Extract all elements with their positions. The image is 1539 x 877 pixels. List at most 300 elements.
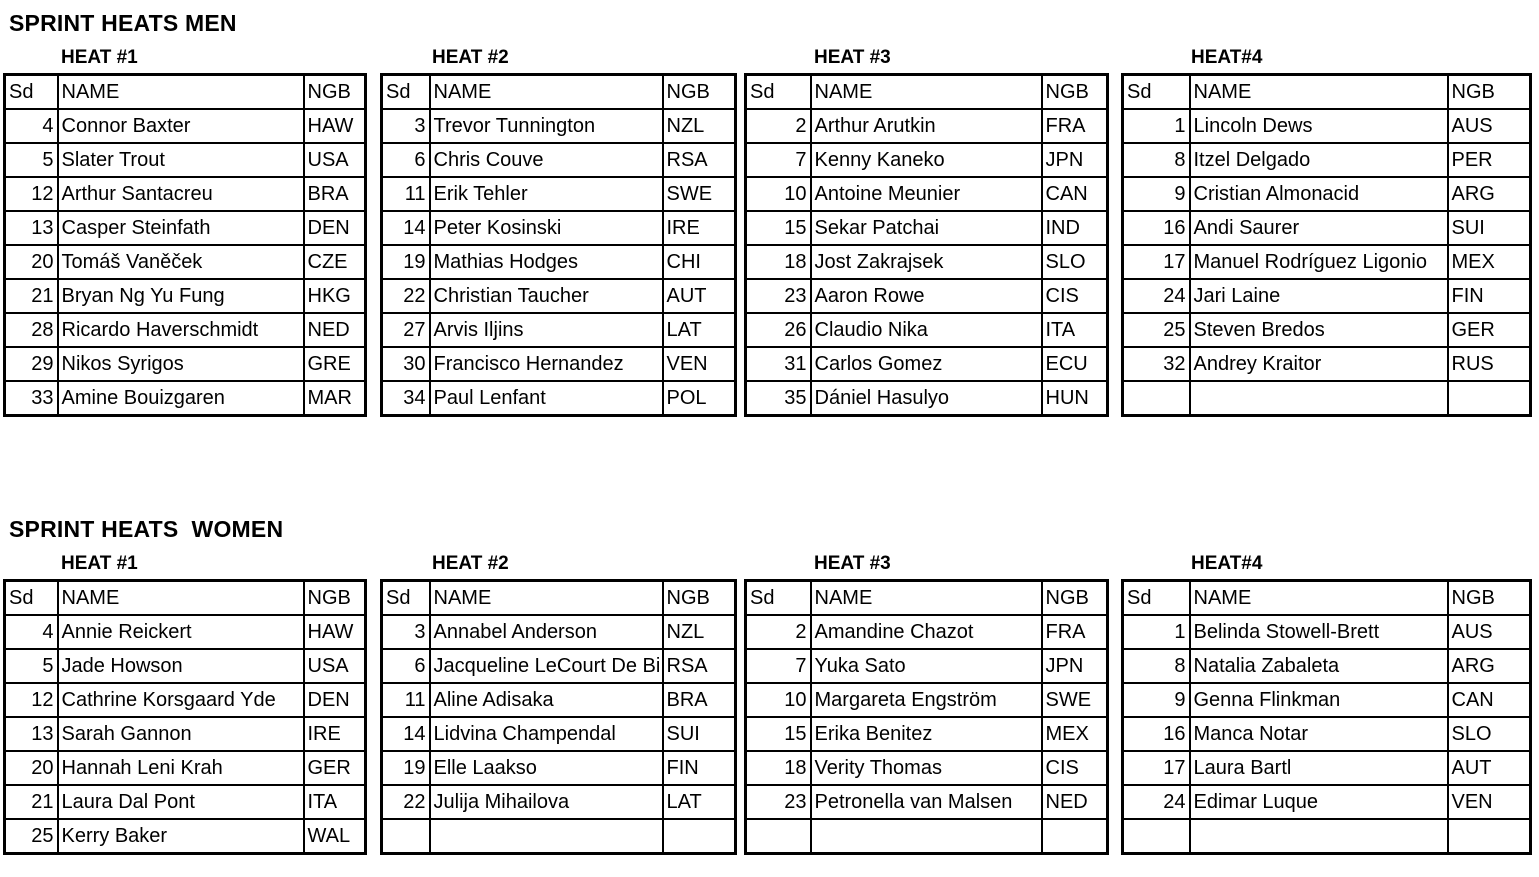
men-heat-4 [1121,47,1532,417]
header-sd: Sd [1123,581,1190,616]
name-cell: Annabel Anderson [430,615,663,649]
header-sd: Sd [746,581,811,616]
header-ngb: NGB [1042,75,1108,110]
seed-cell: 19 [382,245,430,279]
name-cell: Itzel Delgado [1190,143,1448,177]
seed-cell: 4 [5,615,58,649]
ngb-cell: NZL [663,615,736,649]
seed-cell: 10 [746,177,811,211]
seed-cell: 27 [382,313,430,347]
ngb-cell: MEX [1042,717,1108,751]
name-cell: Aline Adisaka [430,683,663,717]
men-heat-2 [380,47,737,417]
table-row [5,751,366,785]
name-cell: Amine Bouizgaren [58,381,304,416]
ngb-cell: ITA [304,785,366,819]
name-cell: Aaron Rowe [811,279,1042,313]
table-row [746,649,1108,683]
ngb-cell: FIN [663,751,736,785]
seed-cell: 1 [1123,615,1190,649]
seed-cell: 5 [5,143,58,177]
ngb-cell: AUS [1448,109,1531,143]
name-cell: Nikos Syrigos [58,347,304,381]
ngb-cell: BRA [663,683,736,717]
name-cell [430,819,663,854]
name-cell: Manuel Rodríguez Ligonio [1190,245,1448,279]
seed-cell: 15 [746,717,811,751]
seed-cell: 17 [1123,245,1190,279]
heat-title: HEAT #3 [814,47,891,68]
table-row [746,143,1108,177]
header-ngb: NGB [1042,581,1108,616]
name-cell: Antoine Meunier [811,177,1042,211]
ngb-cell: AUS [1448,615,1531,649]
name-cell: Arthur Arutkin [811,109,1042,143]
ngb-cell: HAW [304,615,366,649]
name-cell: Andrey Kraitor [1190,347,1448,381]
seed-cell: 19 [382,751,430,785]
table-row [1123,381,1531,416]
women-heat-4 [1121,553,1532,855]
name-cell: Kenny Kaneko [811,143,1042,177]
name-cell: Arthur Santacreu [58,177,304,211]
table-row [1123,143,1531,177]
table-row [5,211,366,245]
seed-cell: 23 [746,279,811,313]
men-heat-1 [3,47,367,417]
name-cell: Genna Flinkman [1190,683,1448,717]
name-cell: Yuka Sato [811,649,1042,683]
ngb-cell: DEN [304,211,366,245]
name-cell [811,819,1042,854]
ngb-cell: LAT [663,785,736,819]
seed-cell: 10 [746,683,811,717]
header-name: NAME [811,581,1042,616]
table-row [1123,177,1531,211]
ngb-cell: SUI [663,717,736,751]
header-sd: Sd [382,581,430,616]
seed-cell: 9 [1123,683,1190,717]
name-cell: Andi Saurer [1190,211,1448,245]
table-row [382,751,736,785]
seed-cell: 14 [382,717,430,751]
name-cell: Margareta Engström [811,683,1042,717]
header-ngb: NGB [1448,75,1531,110]
table-row [746,177,1108,211]
heat-table [380,579,737,855]
ngb-cell: CZE [304,245,366,279]
heat-title: HEAT #1 [61,553,138,574]
header-name: NAME [811,75,1042,110]
table-row [5,245,366,279]
name-cell: Amandine Chazot [811,615,1042,649]
table-row [1123,819,1531,854]
name-cell: Verity Thomas [811,751,1042,785]
ngb-cell: LAT [663,313,736,347]
name-cell: Trevor Tunnington [430,109,663,143]
heat-table [1121,579,1532,855]
seed-cell: 24 [1123,279,1190,313]
header-name: NAME [430,581,663,616]
seed-cell: 13 [5,211,58,245]
seed-cell: 3 [382,109,430,143]
table-row [1123,717,1531,751]
seed-cell: 13 [5,717,58,751]
name-cell: Cristian Almonacid [1190,177,1448,211]
seed-cell: 24 [1123,785,1190,819]
header-sd: Sd [1123,75,1190,110]
table-row [382,649,736,683]
name-cell: Slater Trout [58,143,304,177]
table-row [1123,751,1531,785]
men-section-title: SPRINT HEATS MEN [9,10,237,36]
ngb-cell: MEX [1448,245,1531,279]
heat-table [744,73,1109,417]
name-cell: Christian Taucher [430,279,663,313]
ngb-cell: VEN [1448,785,1531,819]
ngb-cell: FRA [1042,615,1108,649]
heat-title: HEAT #1 [61,47,138,68]
seed-cell: 25 [5,819,58,854]
table-header-row [382,75,736,110]
table-row [1123,785,1531,819]
name-cell: Sarah Gannon [58,717,304,751]
table-row [1123,245,1531,279]
seed-cell [1123,381,1190,416]
ngb-cell [1042,819,1108,854]
table-row [382,109,736,143]
table-row [5,381,366,416]
name-cell: Peter Kosinski [430,211,663,245]
seed-cell: 8 [1123,649,1190,683]
ngb-cell: PER [1448,143,1531,177]
seed-cell: 25 [1123,313,1190,347]
table-row [746,109,1108,143]
table-row [746,717,1108,751]
seed-cell: 32 [1123,347,1190,381]
header-ngb: NGB [663,75,736,110]
seed-cell: 7 [746,143,811,177]
name-cell: Julija Mihailova [430,785,663,819]
seed-cell: 15 [746,211,811,245]
table-row [746,347,1108,381]
name-cell: Erik Tehler [430,177,663,211]
women-heat-3 [744,553,1109,855]
heat-title: HEAT#4 [1191,553,1263,574]
ngb-cell: NED [1042,785,1108,819]
header-name: NAME [58,75,304,110]
table-row [5,279,366,313]
seed-cell: 6 [382,143,430,177]
ngb-cell: IND [1042,211,1108,245]
seed-cell: 16 [1123,717,1190,751]
seed-cell: 8 [1123,143,1190,177]
ngb-cell: DEN [304,683,366,717]
table-row [382,143,736,177]
heat-table [744,579,1109,855]
ngb-cell: CAN [1448,683,1531,717]
table-row [746,313,1108,347]
ngb-cell: ARG [1448,649,1531,683]
table-row [5,615,366,649]
ngb-cell: CHI [663,245,736,279]
name-cell: Jost Zakrajsek [811,245,1042,279]
seed-cell: 2 [746,109,811,143]
header-ngb: NGB [304,581,366,616]
ngb-cell: RSA [663,649,736,683]
ngb-cell: VEN [663,347,736,381]
table-row [382,279,736,313]
name-cell: Manca Notar [1190,717,1448,751]
name-cell: Edimar Luque [1190,785,1448,819]
name-cell: Elle Laakso [430,751,663,785]
name-cell: Jade Howson [58,649,304,683]
heat-title: HEAT #2 [432,47,509,68]
table-row [746,381,1108,416]
table-row [382,211,736,245]
name-cell: Mathias Hodges [430,245,663,279]
name-cell: Hannah Leni Krah [58,751,304,785]
table-row [746,279,1108,313]
heat-table [1121,73,1532,417]
seed-cell: 9 [1123,177,1190,211]
seed-cell: 31 [746,347,811,381]
ngb-cell: USA [304,649,366,683]
table-row [746,751,1108,785]
table-row [746,785,1108,819]
header-sd: Sd [5,581,58,616]
name-cell: Sekar Patchai [811,211,1042,245]
ngb-cell: IRE [304,717,366,751]
name-cell: Tomáš Vaněček [58,245,304,279]
table-row [382,313,736,347]
ngb-cell: HKG [304,279,366,313]
ngb-cell: AUT [663,279,736,313]
header-ngb: NGB [663,581,736,616]
seed-cell: 22 [382,279,430,313]
ngb-cell: RSA [663,143,736,177]
name-cell: Chris Couve [430,143,663,177]
table-row [5,347,366,381]
seed-cell: 33 [5,381,58,416]
ngb-cell: SLO [1042,245,1108,279]
ngb-cell: ARG [1448,177,1531,211]
table-row [746,683,1108,717]
table-row [746,819,1108,854]
header-sd: Sd [382,75,430,110]
seed-cell [382,819,430,854]
ngb-cell: JPN [1042,649,1108,683]
table-row [746,245,1108,279]
table-row [382,245,736,279]
ngb-cell: HUN [1042,381,1108,416]
seed-cell: 6 [382,649,430,683]
name-cell: Petronella van Malsen [811,785,1042,819]
table-row [382,785,736,819]
ngb-cell: POL [663,381,736,416]
name-cell: Laura Dal Pont [58,785,304,819]
seed-cell: 35 [746,381,811,416]
seed-cell: 12 [5,177,58,211]
name-cell: Erika Benitez [811,717,1042,751]
ngb-cell: MAR [304,381,366,416]
seed-cell: 21 [5,785,58,819]
ngb-cell: BRA [304,177,366,211]
seed-cell: 17 [1123,751,1190,785]
ngb-cell: CIS [1042,279,1108,313]
name-cell: Arvis Iljins [430,313,663,347]
table-header-row [746,581,1108,616]
seed-cell: 26 [746,313,811,347]
seed-cell: 14 [382,211,430,245]
header-name: NAME [58,581,304,616]
table-row [5,313,366,347]
ngb-cell [1448,819,1531,854]
ngb-cell: CIS [1042,751,1108,785]
table-row [5,143,366,177]
table-header-row [382,581,736,616]
ngb-cell: FIN [1448,279,1531,313]
seed-cell: 20 [5,245,58,279]
seed-cell: 1 [1123,109,1190,143]
seed-cell: 18 [746,245,811,279]
ngb-cell: SUI [1448,211,1531,245]
ngb-cell: ITA [1042,313,1108,347]
name-cell: Carlos Gomez [811,347,1042,381]
ngb-cell: NZL [663,109,736,143]
ngb-cell: NED [304,313,366,347]
name-cell: Lincoln Dews [1190,109,1448,143]
name-cell: Natalia Zabaleta [1190,649,1448,683]
table-row [1123,615,1531,649]
ngb-cell: GER [1448,313,1531,347]
ngb-cell: USA [304,143,366,177]
ngb-cell: SWE [663,177,736,211]
table-header-row [746,75,1108,110]
name-cell: Jari Laine [1190,279,1448,313]
ngb-cell: ECU [1042,347,1108,381]
table-row [5,109,366,143]
table-row [746,211,1108,245]
ngb-cell: SWE [1042,683,1108,717]
seed-cell: 12 [5,683,58,717]
name-cell: Jacqueline LeCourt De Bi [430,649,663,683]
seed-cell: 29 [5,347,58,381]
heat-table [380,73,737,417]
name-cell: Steven Bredos [1190,313,1448,347]
heat-table [3,579,367,855]
table-row [382,381,736,416]
name-cell: Laura Bartl [1190,751,1448,785]
name-cell: Dániel Hasulyo [811,381,1042,416]
seed-cell: 18 [746,751,811,785]
table-row [5,177,366,211]
header-name: NAME [430,75,663,110]
table-row [5,649,366,683]
header-ngb: NGB [1448,581,1531,616]
table-row [382,717,736,751]
table-row [5,819,366,854]
seed-cell: 7 [746,649,811,683]
table-row [1123,649,1531,683]
table-row [1123,279,1531,313]
table-header-row [5,581,366,616]
seed-cell: 21 [5,279,58,313]
seed-cell: 20 [5,751,58,785]
table-row [5,683,366,717]
seed-cell: 16 [1123,211,1190,245]
name-cell: Cathrine Korsgaard Yde [58,683,304,717]
ngb-cell: FRA [1042,109,1108,143]
name-cell: Kerry Baker [58,819,304,854]
name-cell: Claudio Nika [811,313,1042,347]
ngb-cell [1448,381,1531,416]
ngb-cell: GRE [304,347,366,381]
header-name: NAME [1190,581,1448,616]
table-row [382,819,736,854]
women-section-title: SPRINT HEATS WOMEN [9,516,284,542]
table-header-row [1123,581,1531,616]
women-heat-2 [380,553,737,855]
name-cell: Lidvina Champendal [430,717,663,751]
table-row [1123,313,1531,347]
women-heat-1 [3,553,367,855]
name-cell: Paul Lenfant [430,381,663,416]
seed-cell: 5 [5,649,58,683]
name-cell: Annie Reickert [58,615,304,649]
men-heat-3 [744,47,1109,417]
table-row [1123,211,1531,245]
name-cell: Connor Baxter [58,109,304,143]
header-name: NAME [1190,75,1448,110]
table-row [382,177,736,211]
ngb-cell: HAW [304,109,366,143]
ngb-cell: WAL [304,819,366,854]
seed-cell: 34 [382,381,430,416]
ngb-cell [663,819,736,854]
heat-title: HEAT#4 [1191,47,1263,68]
seed-cell: 2 [746,615,811,649]
seed-cell: 30 [382,347,430,381]
heat-table [3,73,367,417]
ngb-cell: JPN [1042,143,1108,177]
header-ngb: NGB [304,75,366,110]
table-row [5,785,366,819]
table-row [382,615,736,649]
table-row [382,683,736,717]
heat-title: HEAT #3 [814,553,891,574]
table-row [1123,347,1531,381]
name-cell [1190,381,1448,416]
ngb-cell: AUT [1448,751,1531,785]
table-row [1123,109,1531,143]
seed-cell [1123,819,1190,854]
seed-cell: 11 [382,683,430,717]
ngb-cell: CAN [1042,177,1108,211]
seed-cell: 22 [382,785,430,819]
seed-cell [746,819,811,854]
seed-cell: 28 [5,313,58,347]
ngb-cell: GER [304,751,366,785]
seed-cell: 4 [5,109,58,143]
table-row [746,615,1108,649]
heat-title: HEAT #2 [432,553,509,574]
table-row [1123,683,1531,717]
seed-cell: 23 [746,785,811,819]
table-row [5,717,366,751]
table-header-row [1123,75,1531,110]
ngb-cell: IRE [663,211,736,245]
